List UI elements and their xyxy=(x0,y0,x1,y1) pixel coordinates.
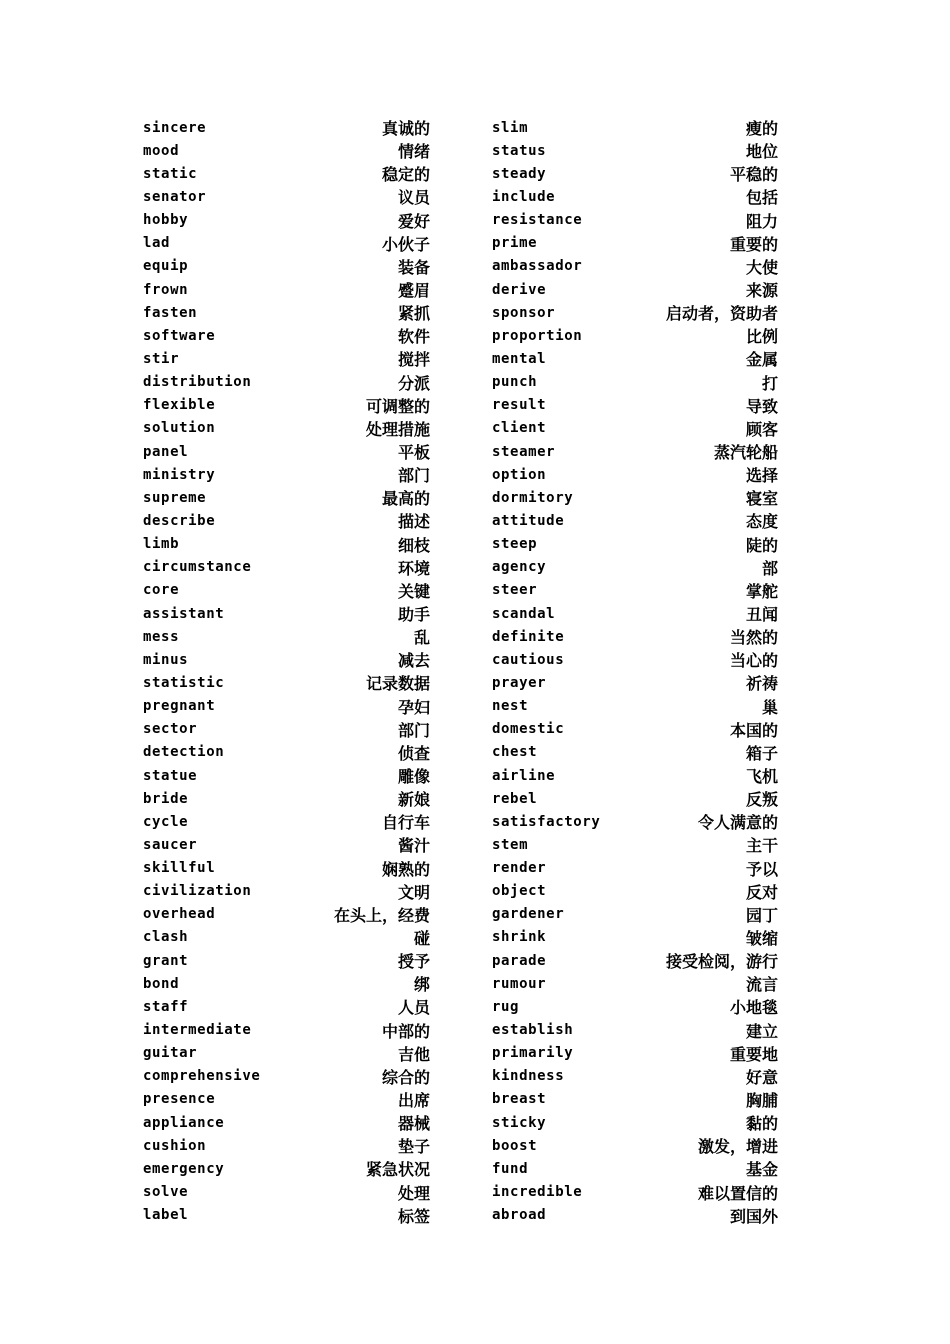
chinese-meaning: 建立 xyxy=(745,1021,778,1041)
word-entry xyxy=(492,209,778,232)
english-word: describe xyxy=(143,512,216,529)
english-word: abroad xyxy=(492,1207,547,1224)
word-entry xyxy=(492,232,778,255)
word-entry xyxy=(143,509,430,532)
word-entry xyxy=(143,324,430,347)
english-word: overhead xyxy=(143,906,216,923)
english-word: client xyxy=(492,420,547,437)
english-word: airline xyxy=(492,767,556,784)
word-entry xyxy=(143,1157,430,1180)
english-word: appliance xyxy=(143,1114,225,1131)
chinese-meaning: 金属 xyxy=(745,350,778,370)
chinese-meaning: 紧急状况 xyxy=(365,1160,430,1180)
right-word-column xyxy=(492,116,778,1227)
english-word: establish xyxy=(492,1022,574,1039)
english-word: punch xyxy=(492,374,538,391)
word-entry xyxy=(143,764,430,787)
word-entry xyxy=(143,718,430,741)
english-word: ministry xyxy=(143,466,216,483)
english-word: steer xyxy=(492,582,538,599)
chinese-meaning: 搅拌 xyxy=(397,350,430,370)
word-entry xyxy=(492,972,778,995)
english-word: dormitory xyxy=(492,489,574,506)
chinese-meaning: 平稳的 xyxy=(729,165,778,185)
chinese-meaning: 丑闻 xyxy=(745,605,778,625)
chinese-meaning: 中部的 xyxy=(381,1021,430,1041)
english-word: boost xyxy=(492,1137,538,1154)
english-word: mess xyxy=(143,628,180,645)
chinese-meaning: 可调整的 xyxy=(365,396,430,416)
chinese-meaning: 皱缩 xyxy=(745,928,778,948)
english-word: clash xyxy=(143,929,189,946)
chinese-meaning: 顾客 xyxy=(745,419,778,439)
english-word: rumour xyxy=(492,975,547,992)
word-entry xyxy=(492,903,778,926)
chinese-meaning: 软件 xyxy=(397,327,430,347)
english-word: comprehensive xyxy=(143,1068,261,1085)
chinese-meaning: 重要的 xyxy=(729,234,778,254)
word-entry xyxy=(492,1111,778,1134)
english-word: sponsor xyxy=(492,304,556,321)
word-entry xyxy=(143,533,430,556)
chinese-meaning: 绑 xyxy=(413,975,430,995)
chinese-meaning: 最高的 xyxy=(381,489,430,509)
word-entry xyxy=(492,671,778,694)
chinese-meaning: 阻力 xyxy=(745,211,778,231)
chinese-meaning: 予以 xyxy=(745,859,778,879)
english-word: include xyxy=(492,188,556,205)
english-word: kindness xyxy=(492,1068,565,1085)
english-word: slim xyxy=(492,119,529,136)
word-entry xyxy=(492,833,778,856)
chinese-meaning: 记录数据 xyxy=(365,674,430,694)
chinese-meaning: 娴熟的 xyxy=(381,859,430,879)
word-entry xyxy=(143,1134,430,1157)
word-entry xyxy=(492,880,778,903)
english-word: parade xyxy=(492,952,547,969)
word-entry xyxy=(143,972,430,995)
word-entry xyxy=(492,579,778,602)
chinese-meaning: 寝室 xyxy=(745,489,778,509)
english-word: core xyxy=(143,582,180,599)
english-word: supreme xyxy=(143,489,207,506)
chinese-meaning: 反叛 xyxy=(745,790,778,810)
english-word: emergency xyxy=(143,1160,225,1177)
english-word: incredible xyxy=(492,1184,583,1201)
word-entry xyxy=(492,463,778,486)
english-word: statistic xyxy=(143,674,225,691)
chinese-meaning: 情绪 xyxy=(397,142,430,162)
chinese-meaning: 激发，增进 xyxy=(697,1137,778,1157)
word-entry xyxy=(143,301,430,324)
chinese-meaning: 平板 xyxy=(397,443,430,463)
english-word: mental xyxy=(492,350,547,367)
word-entry xyxy=(492,695,778,718)
word-entry xyxy=(492,255,778,278)
chinese-meaning: 部门 xyxy=(397,720,430,740)
chinese-meaning: 助手 xyxy=(397,605,430,625)
english-word: fasten xyxy=(143,304,198,321)
english-word: stir xyxy=(143,350,180,367)
english-word: steep xyxy=(492,536,538,553)
chinese-meaning: 祈祷 xyxy=(745,674,778,694)
word-entry xyxy=(492,1042,778,1065)
english-word: object xyxy=(492,883,547,900)
word-entry xyxy=(492,1204,778,1227)
chinese-meaning: 垫子 xyxy=(397,1137,430,1157)
chinese-meaning: 箱子 xyxy=(745,743,778,763)
english-word: scandal xyxy=(492,605,556,622)
word-entry xyxy=(492,949,778,972)
chinese-meaning: 文明 xyxy=(397,882,430,902)
english-word: grant xyxy=(143,952,189,969)
english-word: prayer xyxy=(492,674,547,691)
english-word: render xyxy=(492,860,547,877)
chinese-meaning: 爱好 xyxy=(397,211,430,231)
word-entry xyxy=(492,1134,778,1157)
chinese-meaning: 陡的 xyxy=(745,535,778,555)
word-entry xyxy=(492,1180,778,1203)
chinese-meaning: 态度 xyxy=(745,512,778,532)
word-entry xyxy=(143,625,430,648)
left-word-column xyxy=(143,116,430,1227)
word-entry xyxy=(492,787,778,810)
word-entry xyxy=(143,1018,430,1041)
english-word: saucer xyxy=(143,836,198,853)
chinese-meaning: 关键 xyxy=(397,581,430,601)
english-word: label xyxy=(143,1207,189,1224)
word-entry xyxy=(492,625,778,648)
chinese-meaning: 流言 xyxy=(745,975,778,995)
english-word: cushion xyxy=(143,1137,207,1154)
word-entry xyxy=(492,995,778,1018)
word-entry xyxy=(143,440,430,463)
chinese-meaning: 乱 xyxy=(413,628,430,648)
english-word: definite xyxy=(492,628,565,645)
english-word: stem xyxy=(492,836,529,853)
word-entry xyxy=(492,1018,778,1041)
chinese-meaning: 掌舵 xyxy=(745,581,778,601)
chinese-meaning: 基金 xyxy=(745,1160,778,1180)
english-word: circumstance xyxy=(143,559,252,576)
word-entry xyxy=(143,162,430,185)
word-entry xyxy=(492,556,778,579)
word-entry xyxy=(143,857,430,880)
english-word: hobby xyxy=(143,212,189,229)
english-word: proportion xyxy=(492,327,583,344)
english-word: primarily xyxy=(492,1045,574,1062)
chinese-meaning: 紧抓 xyxy=(397,304,430,324)
english-word: distribution xyxy=(143,374,252,391)
word-entry xyxy=(143,648,430,671)
word-entry xyxy=(492,718,778,741)
english-word: presence xyxy=(143,1091,216,1108)
chinese-meaning: 人员 xyxy=(397,998,430,1018)
chinese-meaning: 打 xyxy=(761,373,778,393)
chinese-meaning: 当然的 xyxy=(729,628,778,648)
english-word: steady xyxy=(492,165,547,182)
word-entry xyxy=(492,533,778,556)
english-word: intermediate xyxy=(143,1022,252,1039)
english-word: equip xyxy=(143,258,189,275)
english-word: chest xyxy=(492,744,538,761)
word-entry xyxy=(143,1204,430,1227)
english-word: civilization xyxy=(143,883,252,900)
word-entry xyxy=(492,394,778,417)
chinese-meaning: 分派 xyxy=(397,373,430,393)
chinese-meaning: 到国外 xyxy=(729,1206,778,1226)
chinese-meaning: 细枝 xyxy=(397,535,430,555)
word-entry xyxy=(143,278,430,301)
english-word: pregnant xyxy=(143,698,216,715)
word-entry xyxy=(143,671,430,694)
word-entry xyxy=(492,139,778,162)
chinese-meaning: 自行车 xyxy=(381,813,430,833)
english-word: agency xyxy=(492,559,547,576)
chinese-meaning: 出席 xyxy=(397,1090,430,1110)
chinese-meaning: 稳定的 xyxy=(381,165,430,185)
chinese-meaning: 器械 xyxy=(397,1114,430,1134)
word-entry xyxy=(492,810,778,833)
english-word: ambassador xyxy=(492,258,583,275)
word-entry xyxy=(143,903,430,926)
word-entry xyxy=(143,1042,430,1065)
chinese-meaning: 议员 xyxy=(397,188,430,208)
word-entry xyxy=(143,1065,430,1088)
word-entry xyxy=(143,394,430,417)
chinese-meaning: 描述 xyxy=(397,512,430,532)
chinese-meaning: 瘦的 xyxy=(745,119,778,139)
chinese-meaning: 侦查 xyxy=(397,743,430,763)
word-entry xyxy=(492,185,778,208)
chinese-meaning: 碰 xyxy=(413,928,430,948)
english-word: sector xyxy=(143,721,198,738)
english-word: bond xyxy=(143,975,180,992)
english-word: shrink xyxy=(492,929,547,946)
word-entry xyxy=(492,1065,778,1088)
chinese-meaning: 反对 xyxy=(745,882,778,902)
word-entry xyxy=(143,695,430,718)
english-word: statue xyxy=(143,767,198,784)
chinese-meaning: 蒸汽轮船 xyxy=(713,443,778,463)
chinese-meaning: 当心的 xyxy=(729,651,778,671)
english-word: bride xyxy=(143,790,189,807)
word-entry xyxy=(143,556,430,579)
word-entry xyxy=(492,1088,778,1111)
english-word: senator xyxy=(143,188,207,205)
word-entry xyxy=(492,116,778,139)
chinese-meaning: 在头上，经费 xyxy=(333,905,430,925)
word-entry xyxy=(492,301,778,324)
word-entry xyxy=(492,1157,778,1180)
chinese-meaning: 重要地 xyxy=(729,1044,778,1064)
word-entry xyxy=(143,602,430,625)
word-entry xyxy=(143,255,430,278)
english-word: attitude xyxy=(492,512,565,529)
english-word: flexible xyxy=(143,397,216,414)
chinese-meaning: 好意 xyxy=(745,1067,778,1087)
word-entry xyxy=(143,116,430,139)
english-word: staff xyxy=(143,998,189,1015)
english-word: domestic xyxy=(492,721,565,738)
word-entry xyxy=(143,463,430,486)
chinese-meaning: 大使 xyxy=(745,257,778,277)
chinese-meaning: 减去 xyxy=(397,651,430,671)
chinese-meaning: 小伙子 xyxy=(381,234,430,254)
english-word: sticky xyxy=(492,1114,547,1131)
english-word: derive xyxy=(492,281,547,298)
english-word: nest xyxy=(492,698,529,715)
word-entry xyxy=(492,440,778,463)
word-entry xyxy=(143,810,430,833)
word-entry xyxy=(492,764,778,787)
english-word: cautious xyxy=(492,651,565,668)
english-word: rug xyxy=(492,998,520,1015)
chinese-meaning: 本国的 xyxy=(729,720,778,740)
english-word: fund xyxy=(492,1160,529,1177)
english-word: result xyxy=(492,397,547,414)
chinese-meaning: 比例 xyxy=(745,327,778,347)
word-entry xyxy=(143,741,430,764)
word-entry xyxy=(143,209,430,232)
word-entry xyxy=(492,371,778,394)
word-entry xyxy=(143,833,430,856)
chinese-meaning: 主干 xyxy=(745,836,778,856)
chinese-meaning: 吉他 xyxy=(397,1044,430,1064)
chinese-meaning: 选择 xyxy=(745,466,778,486)
word-entry xyxy=(143,787,430,810)
word-entry xyxy=(143,880,430,903)
chinese-meaning: 雕像 xyxy=(397,767,430,786)
chinese-meaning: 巢 xyxy=(761,697,778,717)
english-word: option xyxy=(492,466,547,483)
chinese-meaning: 孕妇 xyxy=(397,697,430,717)
english-word: status xyxy=(492,142,547,159)
word-entry xyxy=(492,509,778,532)
chinese-meaning: 处理 xyxy=(397,1183,430,1203)
word-entry xyxy=(492,648,778,671)
chinese-meaning: 难以置信的 xyxy=(697,1183,778,1203)
chinese-meaning: 黏的 xyxy=(745,1114,778,1134)
chinese-meaning: 新娘 xyxy=(397,790,430,810)
word-entry xyxy=(492,324,778,347)
chinese-meaning: 装备 xyxy=(397,257,430,277)
word-entry xyxy=(492,926,778,949)
word-entry xyxy=(492,741,778,764)
english-word: minus xyxy=(143,651,189,668)
word-entry xyxy=(143,1111,430,1134)
chinese-meaning: 授予 xyxy=(397,952,430,972)
chinese-meaning: 地位 xyxy=(745,142,778,162)
word-entry xyxy=(143,232,430,255)
word-entry xyxy=(143,371,430,394)
english-word: gardener xyxy=(492,906,565,923)
word-entry xyxy=(492,417,778,440)
word-entry xyxy=(492,857,778,880)
english-word: guitar xyxy=(143,1045,198,1062)
chinese-meaning: 环境 xyxy=(397,558,430,578)
chinese-meaning: 部 xyxy=(761,558,778,578)
english-word: breast xyxy=(492,1091,547,1108)
chinese-meaning: 导致 xyxy=(745,396,778,416)
chinese-meaning: 胸脯 xyxy=(745,1090,778,1110)
chinese-meaning: 来源 xyxy=(745,281,778,301)
word-entry xyxy=(143,347,430,370)
chinese-meaning: 综合的 xyxy=(381,1067,430,1087)
english-word: frown xyxy=(143,281,189,298)
english-word: solution xyxy=(143,420,216,437)
word-entry xyxy=(492,602,778,625)
chinese-meaning: 蹙眉 xyxy=(397,281,430,301)
english-word: sincere xyxy=(143,119,207,136)
english-word: detection xyxy=(143,744,225,761)
chinese-meaning: 接受检阅，游行 xyxy=(665,952,778,972)
chinese-meaning: 标签 xyxy=(397,1206,430,1226)
english-word: steamer xyxy=(492,443,556,460)
word-entry xyxy=(143,139,430,162)
chinese-meaning: 酱汁 xyxy=(397,836,430,856)
chinese-meaning: 包括 xyxy=(745,188,778,208)
word-entry xyxy=(143,486,430,509)
english-word: mood xyxy=(143,142,180,159)
word-entry xyxy=(492,347,778,370)
chinese-meaning: 飞机 xyxy=(745,767,778,786)
english-word: panel xyxy=(143,443,189,460)
chinese-meaning: 令人满意的 xyxy=(697,813,778,833)
chinese-meaning: 小地毯 xyxy=(729,998,778,1018)
word-entry xyxy=(143,926,430,949)
english-word: satisfactory xyxy=(492,813,601,830)
word-entry xyxy=(492,162,778,185)
english-word: prime xyxy=(492,235,538,252)
english-word: resistance xyxy=(492,212,583,229)
english-word: lad xyxy=(143,235,171,252)
english-word: cycle xyxy=(143,813,189,830)
english-word: assistant xyxy=(143,605,225,622)
word-entry xyxy=(143,995,430,1018)
english-word: limb xyxy=(143,536,180,553)
english-word: skillful xyxy=(143,860,216,877)
word-entry xyxy=(143,1180,430,1203)
word-entry xyxy=(143,185,430,208)
chinese-meaning: 部门 xyxy=(397,466,430,486)
word-entry xyxy=(492,486,778,509)
word-entry xyxy=(143,417,430,440)
word-entry xyxy=(143,1088,430,1111)
english-word: software xyxy=(143,327,216,344)
word-entry xyxy=(143,579,430,602)
chinese-meaning: 园丁 xyxy=(745,905,778,925)
word-entry xyxy=(492,278,778,301)
english-word: solve xyxy=(143,1184,189,1201)
word-entry xyxy=(143,949,430,972)
english-word: rebel xyxy=(492,790,538,807)
chinese-meaning: 处理措施 xyxy=(365,419,430,439)
chinese-meaning: 真诚的 xyxy=(381,119,430,139)
english-word: static xyxy=(143,165,198,182)
chinese-meaning: 启动者，资助者 xyxy=(665,304,778,324)
